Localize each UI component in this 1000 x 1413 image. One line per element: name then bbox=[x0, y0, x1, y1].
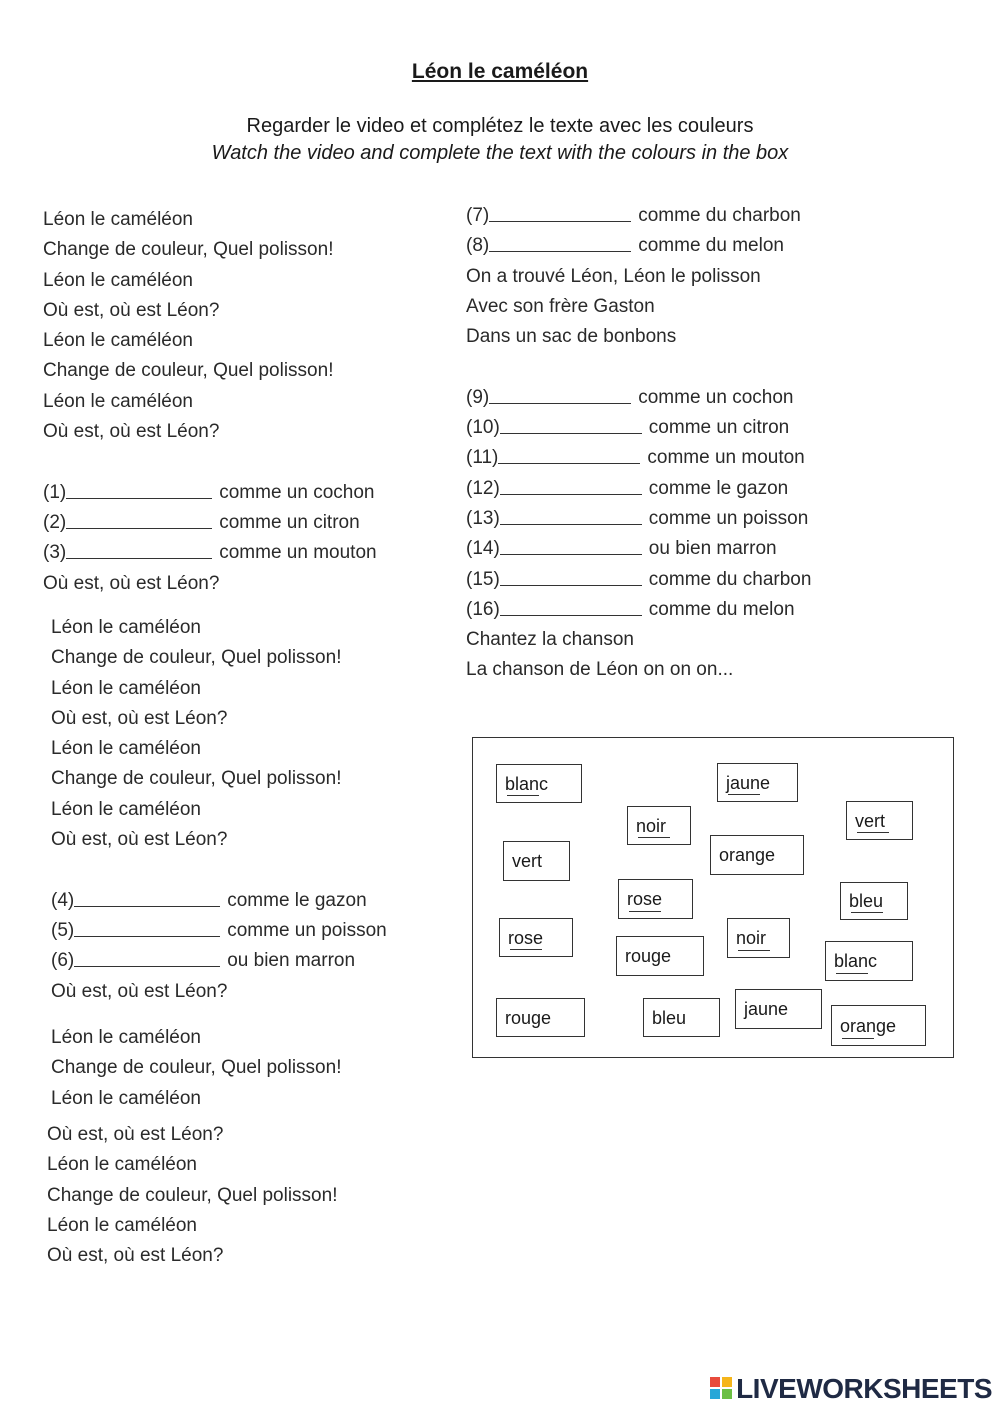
answer-blank-1[interactable] bbox=[66, 478, 212, 499]
blank-line-2 bbox=[43, 508, 377, 538]
word-chip-orange[interactable] bbox=[831, 1005, 926, 1046]
word-chip-rose[interactable] bbox=[499, 918, 573, 957]
blank-number: (9) bbox=[466, 386, 490, 408]
word-label: orange bbox=[840, 1015, 897, 1036]
answer-blank-9[interactable] bbox=[489, 383, 631, 404]
word-label: bleu bbox=[849, 891, 884, 911]
blank-line-11 bbox=[466, 443, 811, 473]
liveworksheets-logo bbox=[710, 1373, 992, 1405]
word-label: rouge bbox=[625, 946, 672, 966]
lyrics-left-part-4 bbox=[47, 1120, 337, 1271]
blank-phrase: comme du melon bbox=[648, 598, 795, 620]
instruction-french: Regarder le video et complétez le texte avec les couleurs bbox=[246, 115, 754, 137]
blank-line-14 bbox=[466, 534, 811, 564]
word-label: noir bbox=[636, 815, 667, 836]
blank-line-13 bbox=[466, 504, 811, 534]
word-label: rouge bbox=[505, 1007, 552, 1028]
word-label: jaune bbox=[726, 772, 771, 793]
blank-phrase: comme du charbon bbox=[648, 568, 812, 590]
lyric-line: Change de couleur, Quel polisson! bbox=[43, 360, 334, 382]
blank-line-7 bbox=[466, 201, 811, 231]
blank-phrase: comme du charbon bbox=[638, 205, 801, 226]
blank-number: (15) bbox=[466, 568, 500, 590]
blank-line-5 bbox=[51, 916, 387, 946]
word-chip-vert[interactable] bbox=[503, 841, 570, 881]
answer-blank-13[interactable] bbox=[500, 504, 642, 525]
word-chip-rouge[interactable] bbox=[496, 998, 585, 1037]
word-chip-jaune[interactable] bbox=[735, 989, 822, 1029]
blank-line-8 bbox=[466, 231, 811, 261]
lyric-line: Avec son frère Gaston bbox=[466, 295, 655, 317]
lyric-line: Léon le caméléon bbox=[47, 1154, 197, 1176]
blank-phrase: ou bien marron bbox=[648, 538, 777, 560]
lyric-line: Léon le caméléon bbox=[43, 209, 193, 230]
word-label: bleu bbox=[652, 1007, 687, 1028]
blank-line-6 bbox=[51, 946, 387, 976]
answer-blank-15[interactable] bbox=[500, 565, 642, 586]
blank-line-9 bbox=[466, 383, 811, 413]
word-chip-rouge[interactable] bbox=[616, 936, 704, 976]
word-label: jaune bbox=[744, 999, 789, 1019]
lyric-line: Change de couleur, Quel polisson! bbox=[51, 768, 342, 790]
answer-blank-2[interactable] bbox=[66, 508, 212, 529]
colour-word-box bbox=[472, 737, 954, 1058]
lyric-line: Où est, où est Léon? bbox=[51, 707, 228, 729]
answer-blank-3[interactable] bbox=[66, 538, 212, 559]
word-chip-noir[interactable] bbox=[627, 806, 691, 845]
blank-number: (13) bbox=[466, 507, 500, 529]
blank-line-3 bbox=[43, 538, 377, 568]
blank-number: (10) bbox=[466, 417, 500, 439]
blank-line-4 bbox=[51, 886, 387, 916]
answer-blank-11[interactable] bbox=[498, 443, 640, 464]
word-label: noir bbox=[736, 928, 767, 948]
lyric-line: Léon le caméléon bbox=[47, 1214, 197, 1236]
answer-blank-4[interactable] bbox=[74, 886, 220, 907]
word-chip-blanc[interactable] bbox=[825, 941, 913, 981]
blank-phrase: comme du melon bbox=[638, 235, 784, 257]
lyric-line: Léon le caméléon bbox=[51, 617, 201, 638]
lyric-line: Où est, où est Léon? bbox=[43, 572, 220, 594]
lyric-line: Léon le caméléon bbox=[43, 330, 193, 352]
blank-line-1 bbox=[43, 478, 377, 508]
blank-line-12 bbox=[466, 474, 811, 504]
instruction-english: Watch the video and complete the text with the colours in the box bbox=[211, 142, 789, 164]
word-label: orange bbox=[719, 845, 776, 865]
lyric-line: Léon le caméléon bbox=[43, 390, 193, 412]
lyric-line: Léon le caméléon bbox=[51, 677, 201, 699]
lyric-line: Léon le caméléon bbox=[51, 738, 201, 760]
blank-phrase: comme un citron bbox=[219, 511, 360, 533]
lyric-line: Change de couleur, Quel polisson! bbox=[43, 239, 334, 261]
blank-number: (14) bbox=[466, 538, 500, 560]
blank-phrase: comme le gazon bbox=[648, 477, 789, 499]
answer-blank-6[interactable] bbox=[74, 946, 220, 967]
blank-line-16 bbox=[466, 595, 811, 625]
blank-phrase: comme un cochon bbox=[638, 386, 794, 408]
blank-phrase: ou bien marron bbox=[227, 950, 356, 972]
answer-blank-8[interactable] bbox=[489, 231, 631, 252]
word-chip-jaune[interactable] bbox=[717, 763, 798, 802]
word-chip-bleu[interactable] bbox=[840, 882, 908, 920]
blank-number: (8) bbox=[466, 235, 490, 257]
word-label: rose bbox=[627, 889, 663, 909]
brand-name: LIVEWORKSHEETS bbox=[736, 1373, 992, 1404]
lyric-line: Chantez la chanson bbox=[466, 629, 634, 651]
answer-blank-14[interactable] bbox=[500, 534, 642, 555]
answer-blank-7[interactable] bbox=[489, 201, 631, 222]
blank-number: (5) bbox=[51, 919, 75, 941]
lyric-line: On a trouvé Léon, Léon le polisson bbox=[466, 265, 761, 287]
word-chip-bleu[interactable] bbox=[643, 998, 720, 1037]
blank-phrase: comme un mouton bbox=[647, 447, 805, 469]
word-chip-blanc[interactable] bbox=[496, 764, 582, 803]
lyric-line: Léon le caméléon bbox=[51, 1027, 201, 1048]
blank-number: (1) bbox=[43, 481, 67, 503]
lyrics-right-column bbox=[466, 201, 811, 686]
blank-number: (3) bbox=[43, 542, 67, 564]
lyric-line: Où est, où est Léon? bbox=[51, 829, 228, 851]
lyric-line: Léon le caméléon bbox=[43, 269, 193, 291]
liveworksheets-logo-icon bbox=[710, 1377, 734, 1401]
lyric-line: Léon le caméléon bbox=[51, 798, 201, 820]
blank-line-15 bbox=[466, 565, 811, 595]
lyric-line: Où est, où est Léon? bbox=[47, 1124, 224, 1145]
word-label: vert bbox=[855, 810, 886, 831]
answer-blank-10[interactable] bbox=[500, 413, 642, 434]
blank-number: (16) bbox=[466, 598, 500, 620]
answer-blank-16[interactable] bbox=[500, 595, 642, 616]
blank-number: (12) bbox=[466, 477, 500, 499]
lyric-line: Où est, où est Léon? bbox=[51, 980, 228, 1002]
lyric-line: Change de couleur, Quel polisson! bbox=[51, 647, 342, 669]
lyric-line: Où est, où est Léon? bbox=[43, 421, 220, 443]
blank-line-10 bbox=[466, 413, 811, 443]
word-label: blanc bbox=[834, 951, 878, 971]
word-chip-noir[interactable] bbox=[727, 918, 790, 958]
blank-number: (4) bbox=[51, 889, 75, 911]
answer-blank-5[interactable] bbox=[74, 916, 220, 937]
lyric-line: Léon le caméléon bbox=[51, 1087, 201, 1109]
blank-phrase: comme le gazon bbox=[227, 889, 367, 911]
lyric-line: Dans un sac de bonbons bbox=[466, 326, 677, 348]
lyric-line: Où est, où est Léon? bbox=[43, 299, 220, 321]
lyric-line: Où est, où est Léon? bbox=[47, 1245, 224, 1267]
lyrics-left-part-2 bbox=[51, 613, 387, 1007]
blank-phrase: comme un poisson bbox=[648, 507, 809, 529]
blank-phrase: comme un citron bbox=[648, 417, 790, 439]
lyric-line: Change de couleur, Quel polisson! bbox=[47, 1184, 338, 1206]
lyric-line: La chanson de Léon on on on... bbox=[466, 659, 734, 681]
word-label: blanc bbox=[505, 773, 549, 794]
blank-number: (7) bbox=[466, 205, 490, 226]
lyric-line: Change de couleur, Quel polisson! bbox=[51, 1057, 342, 1079]
blank-number: (6) bbox=[51, 950, 75, 972]
worksheet-title: Léon le caméléon bbox=[411, 60, 589, 83]
answer-blank-12[interactable] bbox=[500, 474, 642, 495]
word-label: vert bbox=[512, 851, 543, 871]
word-label: rose bbox=[508, 927, 544, 948]
lyrics-left-part-3 bbox=[51, 1023, 341, 1114]
blank-phrase: comme un mouton bbox=[219, 542, 377, 564]
lyrics-left-part-1 bbox=[43, 205, 377, 599]
word-chip-rose[interactable] bbox=[618, 879, 693, 919]
blank-phrase: comme un cochon bbox=[219, 481, 375, 503]
blank-number: (2) bbox=[43, 511, 67, 533]
word-chip-orange[interactable] bbox=[710, 835, 804, 875]
blank-phrase: comme un poisson bbox=[227, 919, 387, 941]
word-chip-vert[interactable] bbox=[846, 801, 913, 840]
blank-number: (11) bbox=[466, 447, 499, 469]
